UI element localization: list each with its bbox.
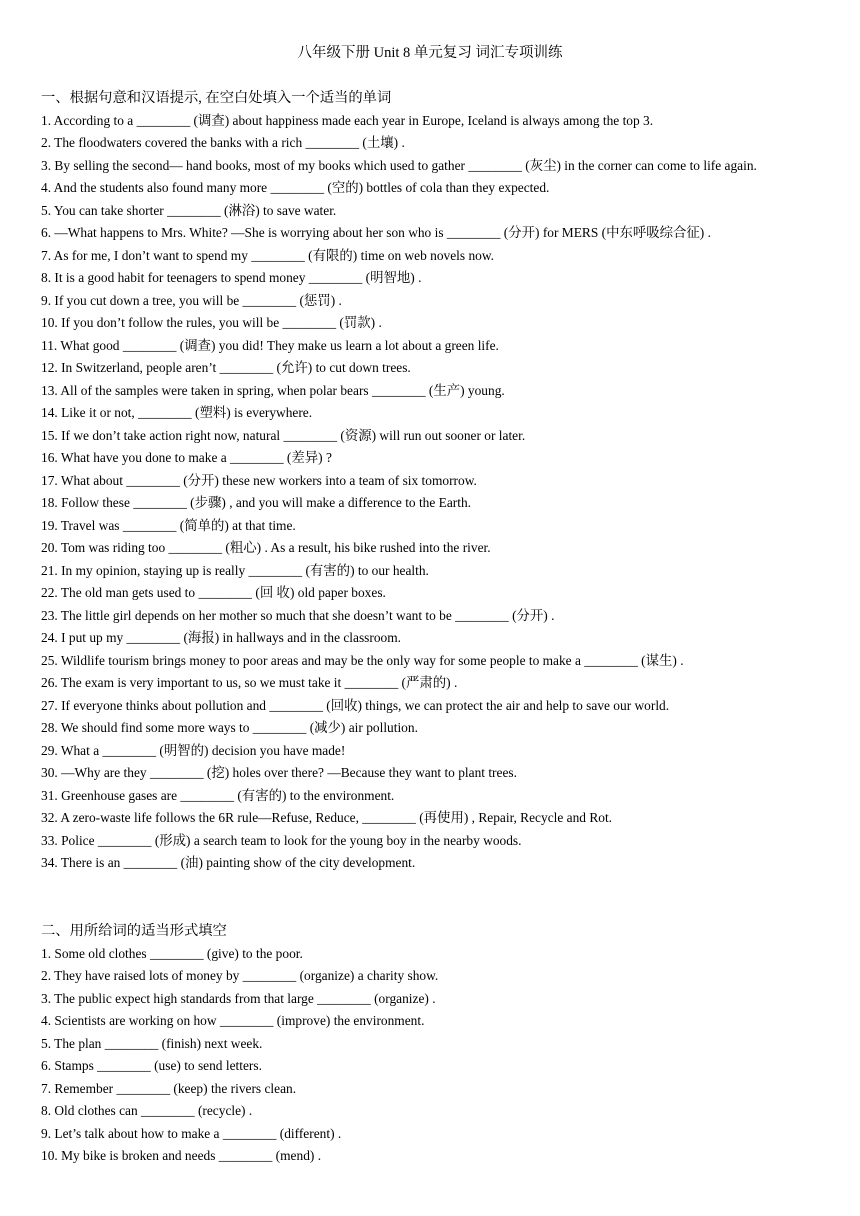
question-list	[41, 110, 831, 875]
question-item: 34. There is an ________ (油) painting show of the city development.	[41, 855, 416, 870]
question-item: 3. By selling the second— hand books, most of my books which used to gather ________ (灰尘) in the corner can come to life again.	[41, 157, 757, 173]
question-item: 2. They have raised lots of money by ________ (organize) a charity show.	[41, 968, 439, 983]
question-item: 33. Police ________ (形成) a search team to look for the young boy in the nearby woods.	[41, 832, 522, 848]
question-item: 6. —What happens to Mrs. White? —She is worrying about her son who is ________ (分开) for MERS (中东呼吸综合征) .	[41, 225, 711, 240]
question-item: 19. Travel was ________ (简单的) at that time.	[41, 517, 296, 533]
question-item: 24. I put up my ________ (海报) in hallways and in the classroom.	[41, 630, 402, 645]
question-item: 27. If everyone thinks about pollution and ________ (回收) things, we can protect the air and help to save our world.	[41, 697, 670, 713]
question-item: 22. The old man gets used to ________ (回 收) old paper boxes.	[41, 585, 386, 600]
question-item: 4. Scientists are working on how ________ (improve) the environment.	[41, 1013, 425, 1028]
question-item: 10. If you don’t follow the rules, you will be ________ (罚款) .	[41, 315, 382, 330]
question-item: 23. The little girl depends on her mother so much that she doesn’t want to be ________ (分开) .	[41, 607, 555, 623]
question-item: 30. —Why are they ________ (挖) holes over there? —Because they want to plant trees.	[41, 765, 517, 780]
page-title: 八年级下册 Unit 8 单元复习 词汇专项训练	[297, 45, 563, 61]
question-item: 1. According to a ________ (调查) about happiness made each year in Europe, Iceland is always among the top 3.	[41, 112, 654, 128]
question-item: 26. The exam is very important to us, so we must take it ________ (严肃的) .	[41, 675, 458, 690]
question-item: 2. The floodwaters covered the banks with a rich ________ (土壤) .	[41, 135, 405, 150]
question-item: 12. In Switzerland, people aren’t ________ (允许) to cut down trees.	[41, 360, 411, 375]
question-item: 17. What about ________ (分开) these new workers into a team of six tomorrow.	[41, 472, 477, 488]
question-item: 7. Remember ________ (keep) the rivers clean.	[41, 1080, 297, 1096]
question-item: 9. Let’s talk about how to make a ________ (different) .	[41, 1125, 342, 1141]
question-item: 25. Wildlife tourism brings money to poor areas and may be the only way for some people to make a ________ (谋生) .	[41, 652, 684, 668]
question-list	[41, 943, 831, 1168]
question-item: 13. All of the samples were taken in spring, when polar bears ________ (生产) young.	[41, 382, 505, 398]
question-item: 8. Old clothes can ________ (recycle) .	[41, 1103, 253, 1118]
question-item: 10. My bike is broken and needs ________ (mend) .	[41, 1148, 322, 1163]
section-heading: 二、用所给词的适当形式填空	[41, 923, 227, 939]
question-item: 4. And the students also found many more ________ (空的) bottles of cola than they expected.	[41, 180, 550, 195]
question-item: 18. Follow these ________ (步骤) , and you will make a difference to the Earth.	[41, 495, 472, 510]
question-item: 5. You can take shorter ________ (淋浴) to save water.	[41, 202, 337, 218]
question-item: 32. A zero-waste life follows the 6R rule—Refuse, Reduce, ________ (再使用) , Repair, Recycle and Rot.	[41, 810, 613, 825]
question-item: 5. The plan ________ (finish) next week.	[41, 1035, 263, 1051]
question-item: 28. We should find some more ways to ________ (减少) air pollution.	[41, 720, 418, 735]
section-vocabulary-hints	[41, 87, 831, 875]
question-item: 31. Greenhouse gases are ________ (有害的) to the environment.	[41, 787, 395, 803]
question-item: 16. What have you done to make a ________ (差异) ?	[41, 450, 332, 465]
question-item: 20. Tom was riding too ________ (粗心) . As a result, his bike rushed into the river.	[41, 540, 491, 555]
question-item: 3. The public expect high standards from that large ________ (organize) .	[41, 990, 436, 1006]
question-item: 21. In my opinion, staying up is really ________ (有害的) to our health.	[41, 562, 429, 578]
question-item: 29. What a ________ (明智的) decision you have made!	[41, 742, 346, 758]
question-item: 15. If we don’t take action right now, natural ________ (资源) will run out sooner or later.	[41, 427, 526, 443]
question-item: 8. It is a good habit for teenagers to spend money ________ (明智地) .	[41, 270, 422, 285]
question-item: 7. As for me, I don’t want to spend my ________ (有限的) time on web novels now.	[41, 247, 494, 263]
question-item: 14. Like it or not, ________ (塑料) is everywhere.	[41, 405, 313, 420]
section-word-forms	[41, 920, 831, 1168]
question-item: 11. What good ________ (调查) you did! They make us learn a lot about a green life.	[41, 337, 499, 353]
section-heading: 一、根据句意和汉语提示, 在空白处填入一个适当的单词	[41, 90, 392, 106]
question-item: 6. Stamps ________ (use) to send letters.	[41, 1058, 262, 1073]
question-item: 1. Some old clothes ________ (give) to the poor.	[41, 945, 303, 961]
question-item: 9. If you cut down a tree, you will be ________ (惩罚) .	[41, 292, 342, 308]
